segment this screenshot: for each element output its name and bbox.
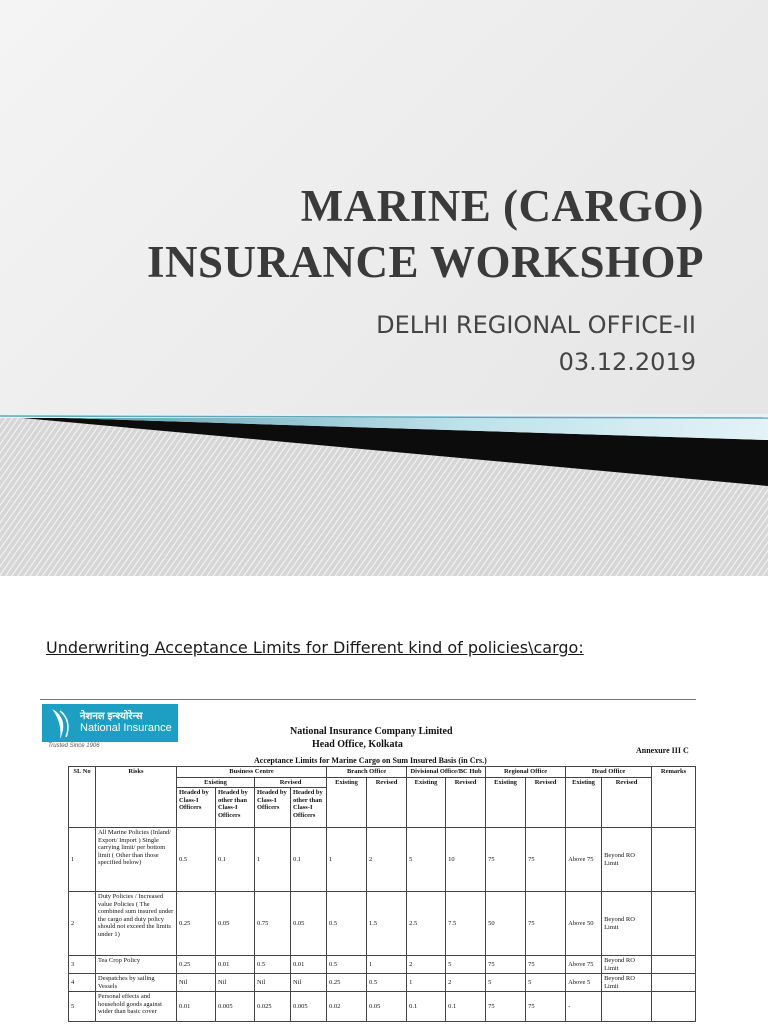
cell-limit-value: 0.02 (327, 992, 367, 1022)
cell-limit-value: Beyond RO Limit (602, 892, 652, 956)
cell-limit-value: Nil (216, 974, 255, 992)
cell-limit-value: 50 (486, 892, 526, 956)
table-body (69, 828, 696, 1022)
cell-remarks (652, 956, 696, 974)
annexure-label: Annexure III C (636, 746, 689, 755)
header-bc-revised: Revised (255, 777, 327, 788)
cell-limit-value: 0.5 (327, 956, 367, 974)
header-bo-existing: Existing (327, 777, 367, 828)
header-remarks: Remarks (652, 767, 696, 828)
cell-limit-value: 0.5 (177, 828, 216, 892)
cell-limit-value: 0.1 (407, 992, 446, 1022)
header-ro-existing: Existing (486, 777, 526, 828)
cell-limit-value: 75 (486, 828, 526, 892)
cell-limit-value: Nil (177, 974, 216, 992)
cell-remarks (652, 892, 696, 956)
header-risks: Risks (96, 767, 177, 828)
table-row (69, 974, 696, 992)
header-sl-no: SL No (69, 767, 96, 828)
cell-limit-value: Nil (291, 974, 327, 992)
subtitle-date: 03.12.2019 (558, 348, 696, 376)
logo-english-text: National Insurance (80, 722, 172, 734)
cell-limit-value: 0.01 (177, 992, 216, 1022)
content-slide (0, 576, 768, 1024)
cell-limit-value: 5 (446, 956, 486, 974)
cell-limit-value: 75 (486, 992, 526, 1022)
cell-limit-value: 5 (486, 974, 526, 992)
cell-sl-no: 4 (69, 974, 96, 992)
table-row (69, 892, 696, 956)
cell-limit-value: 0.75 (255, 892, 291, 956)
company-name: National Insurance Company Limited (290, 726, 453, 737)
cell-limit-value: 0.05 (216, 892, 255, 956)
header-head-office: Head Office (566, 767, 652, 778)
cell-limit-value: 0.01 (216, 956, 255, 974)
cell-limit-value: 0.25 (177, 956, 216, 974)
cell-remarks (652, 828, 696, 892)
cell-limit-value: Beyond RO Limit (602, 956, 652, 974)
cell-sl-no: 2 (69, 892, 96, 956)
header-divisional-office: Divisional Office/BC Hub (407, 767, 486, 778)
national-insurance-logo (42, 704, 178, 742)
header-bc-revised-other: Headed by other than Class-I Officers (291, 788, 327, 828)
cell-risk: Personal effects and household goods against wider than basic cover (96, 992, 177, 1022)
cell-risk: Despatches by sailing Vessels (96, 974, 177, 992)
cell-remarks (652, 974, 696, 992)
cell-limit-value: 0.1 (446, 992, 486, 1022)
cell-limit-value: 75 (526, 828, 566, 892)
cell-limit-value: 1 (367, 956, 407, 974)
cell-limit-value: 0.025 (255, 992, 291, 1022)
logo-tagline: Trusted Since 1906 (48, 743, 100, 749)
table-row (69, 992, 696, 1022)
subtitle-office: DELHI REGIONAL OFFICE-II (376, 311, 696, 339)
cell-sl-no: 3 (69, 956, 96, 974)
cell-sl-no: 5 (69, 992, 96, 1022)
head-office-label: Head Office, Kolkata (312, 739, 403, 750)
cell-limit-value: 0.05 (367, 992, 407, 1022)
cell-limit-value: 75 (526, 992, 566, 1022)
header-bo-revised: Revised (367, 777, 407, 828)
cell-limit-value: Above 75 (566, 828, 602, 892)
table-row (69, 956, 696, 974)
logo-hindi-text: नेशनल इन्श्योरेन्स (80, 711, 143, 722)
cell-limit-value: Above 50 (566, 892, 602, 956)
cell-limit-value: 1 (407, 974, 446, 992)
cell-limit-value: 10 (446, 828, 486, 892)
document-top-border (40, 699, 696, 700)
cell-limit-value: 1 (327, 828, 367, 892)
header-branch-office: Branch Office (327, 767, 407, 778)
title-line-2: INSURANCE WORKSHOP (147, 237, 704, 287)
logo-swoosh-icon (46, 707, 76, 741)
table-header-row-1 (69, 767, 696, 778)
cell-limit-value: - (566, 992, 602, 1022)
cell-limit-value: Nil (255, 974, 291, 992)
cell-limit-value (602, 992, 652, 1022)
cell-limit-value: 2.5 (407, 892, 446, 956)
cell-limit-value: 5 (526, 974, 566, 992)
cell-limit-value: 1 (255, 828, 291, 892)
cell-limit-value: 0.25 (327, 974, 367, 992)
decorative-swoosh-band (0, 400, 768, 576)
header-ho-existing: Existing (566, 777, 602, 828)
table-row (69, 828, 696, 892)
cell-limit-value: 7.5 (446, 892, 486, 956)
cell-limit-value: 75 (526, 892, 566, 956)
cell-limit-value: Beyond RO Limit (602, 974, 652, 992)
cell-limit-value: 75 (486, 956, 526, 974)
cell-limit-value: 0.005 (291, 992, 327, 1022)
slide-title (24, 178, 704, 290)
cell-sl-no: 1 (69, 828, 96, 892)
cell-limit-value: 0.005 (216, 992, 255, 1022)
cell-risk: Duty Policies / Increased value Policies ( The combined sum insured under the cargo and duty policy should not exceed the limits under 1) (96, 892, 177, 956)
cell-limit-value: 0.25 (177, 892, 216, 956)
cell-limit-value: 0.5 (327, 892, 367, 956)
table-caption: Acceptance Limits for Marine Cargo on Sum Insured Basis (in Crs.) (254, 756, 487, 765)
header-do-revised: Revised (446, 777, 486, 828)
cell-limit-value: 5 (407, 828, 446, 892)
header-ho-revised: Revised (602, 777, 652, 828)
cell-limit-value: Above 5 (566, 974, 602, 992)
cell-risk: Tea Crop Policy (96, 956, 177, 974)
cell-limit-value: 2 (367, 828, 407, 892)
acceptance-limits-table (68, 766, 696, 1022)
header-bc-existing-class1: Headed by Class-I Officers (177, 788, 216, 828)
cell-limit-value: Beyond RO Limit (602, 828, 652, 892)
header-business-centre: Business Centre (177, 767, 327, 778)
cell-limit-value: 1.5 (367, 892, 407, 956)
header-do-existing: Existing (407, 777, 446, 828)
cell-limit-value: 2 (446, 974, 486, 992)
cell-limit-value: 2 (407, 956, 446, 974)
header-regional-office: Regional Office (486, 767, 566, 778)
cell-limit-value: 0.1 (291, 828, 327, 892)
cell-risk: All Marine Policies (Inland/ Export/ Import ) Single carrying limit/ per bottom limit ( Other than those specified below) (96, 828, 177, 892)
cell-limit-value: Above 75 (566, 956, 602, 974)
cell-limit-value: 0.5 (367, 974, 407, 992)
cell-limit-value: 0.01 (291, 956, 327, 974)
slide-heading: Underwriting Acceptance Limits for Different kind of policies\cargo: (46, 638, 584, 657)
cell-limit-value: 0.1 (216, 828, 255, 892)
title-line-1: MARINE (CARGO) (300, 181, 704, 231)
header-bc-revised-class1: Headed by Class-I Officers (255, 788, 291, 828)
header-bc-existing: Existing (177, 777, 255, 788)
cell-remarks (652, 992, 696, 1022)
cell-limit-value: 0.5 (255, 956, 291, 974)
header-ro-revised: Revised (526, 777, 566, 828)
cell-limit-value: 0.05 (291, 892, 327, 956)
header-bc-existing-other: Headed by other than Class-I Officers (216, 788, 255, 828)
cell-limit-value: 75 (526, 956, 566, 974)
